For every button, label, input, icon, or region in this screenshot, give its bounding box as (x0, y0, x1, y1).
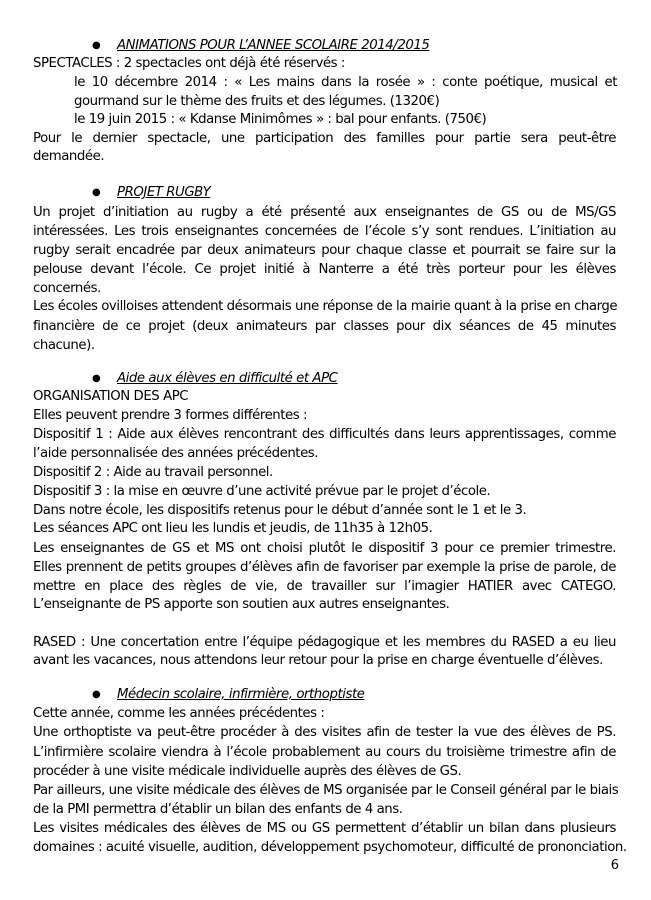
bullet-icon: ● (92, 40, 101, 51)
text-line: domaines : acuité visuelle, audition, développement psychomoteur, difficulté de prononciation. (33, 840, 627, 855)
text-line: l’aide personnalisée des années précédentes. (33, 446, 319, 461)
text-line: mettre en place des règles de vie, de travailler sur l’imagier HATIER avec CATEGO. (33, 579, 616, 594)
text-line: intéressées. Les trois enseignantes concernées de l’école s’y sont rendues. L’initiation au (33, 224, 616, 239)
section-heading-rugby: PROJET RUGBY (117, 185, 211, 200)
text-line: Elles peuvent prendre 3 formes différentes : (33, 408, 308, 423)
section-heading-apc: Aide aux élèves en difficulté et APC (117, 371, 338, 386)
text-line: le 19 juin 2015 : « Kdanse Minimômes » : bal pour enfants. (750€) (74, 112, 487, 127)
text-line: le 10 décembre 2014 : « Les mains dans la rosée » : conte poétique, musical et (74, 75, 617, 90)
text-line: Par ailleurs, une visite médicale des élèves de MS organisée par le Conseil général par le biais (33, 783, 619, 798)
text-line: Elles prennent de petits groupes d’élèves afin de favoriser par exemple la prise de parole, de (33, 560, 616, 575)
text-line: ORGANISATION DES APC (33, 389, 189, 404)
text-line: pelouse devant l’école. Ce projet initié à Nanterre a été très porteur pour les élèves (33, 262, 616, 277)
text-line: financière de ce projet (deux animateurs par classes pour dix séances de 45 minutes (33, 319, 616, 334)
text-line: chacune). (33, 338, 95, 353)
text-line: Les visites médicales des élèves de MS ou GS permettent d’établir un bilan dans plusieurs (33, 821, 616, 836)
text-line: rugby serait encadrée par deux animateurs pour chaque classe et pourrait se faire sur la (33, 243, 616, 258)
text-line: L’infirmière scolaire viendra à l’école probablement au cours du troisième trimestre afin de (33, 745, 616, 760)
text-line: avant les vacances, nous attendons leur retour pour la prise en charge éventuelle d’élèves. (33, 653, 603, 668)
text-line: Dans notre école, les dispositifs retenus pour le début d’année sont le 1 et le 3. (33, 503, 527, 518)
text-line: SPECTACLES : 2 spectacles ont déjà été réservés : (33, 56, 345, 71)
bullet-icon: ● (92, 187, 101, 198)
text-line: Les écoles ovilloises attendent désormais une réponse de la mairie quant à la prise en charge (33, 299, 618, 314)
text-line: de la PMI permettra d’établir un bilan des enfants de 4 ans. (33, 802, 403, 817)
section-heading-medecin: Médecin scolaire, infirmière, orthoptiste (117, 687, 365, 702)
bullet-icon: ● (92, 373, 101, 384)
text-line: gourmand sur le thème des fruits et des légumes. (1320€) (74, 94, 440, 109)
section-heading-animations: ANIMATIONS POUR L’ANNEE SCOLAIRE 2014/2015 (117, 38, 430, 53)
text-line: Cette année, comme les années précédentes : (33, 706, 325, 721)
text-line: Dispositif 1 : Aide aux élèves rencontrant des difficultés dans leurs apprentissages, comme (33, 427, 616, 442)
text-line: Les séances APC ont lieu les lundis et jeudis, de 11h35 à 12h05. (33, 521, 433, 536)
text-line: demandée. (33, 149, 105, 164)
text-line: Dispositif 3 : la mise en œuvre d’une activité prévue par le projet d’école. (33, 484, 491, 499)
text-line: RASED : Une concertation entre l’équipe pédagogique et les membres du RASED a eu lieu (33, 635, 616, 650)
text-line: Un projet d’initiation au rugby a été présenté aux enseignantes de GS ou de MS/GS (33, 205, 616, 220)
text-line: L’enseignante de PS apporte son soutien aux autres enseignantes. (33, 597, 450, 612)
text-line: procéder à une visite médicale individuelle auprès des élèves de GS. (33, 764, 462, 779)
text-line: Les enseignantes de GS et MS ont choisi plutôt le dispositif 3 pour ce premier trimestre. (33, 541, 616, 556)
page-number: 6 (610, 858, 619, 873)
text-line: Une orthoptiste va peut-être procéder à des visites afin de tester la vue des élèves de PS. (33, 725, 616, 740)
text-line: concernés. (33, 281, 101, 296)
text-line: Dispositif 2 : Aide au travail personnel. (33, 465, 273, 480)
text-line: Pour le dernier spectacle, une participation des familles pour partie sera peut-être (33, 131, 616, 146)
bullet-icon: ● (92, 689, 101, 700)
